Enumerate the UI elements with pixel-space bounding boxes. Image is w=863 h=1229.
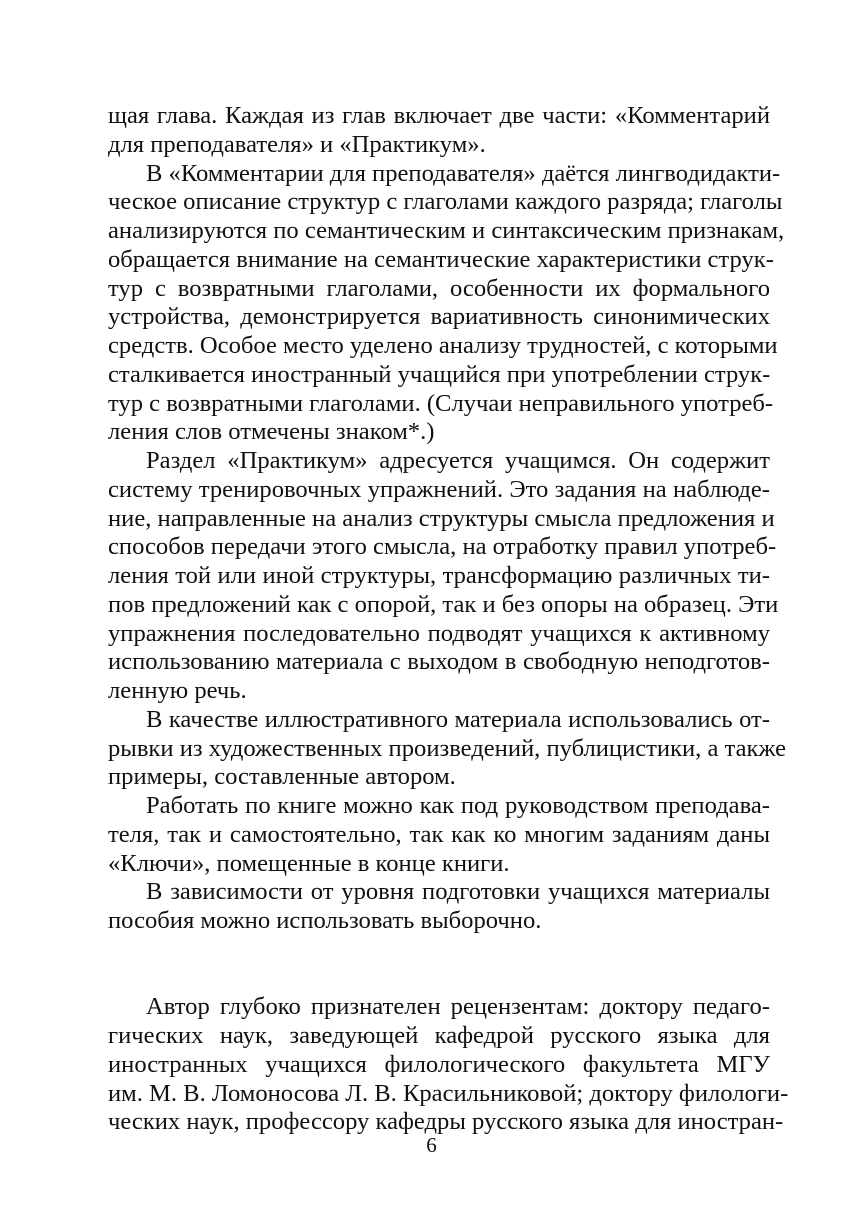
text-line: ческое описание структур с глаголами каждого разряда; глаголы [108, 188, 783, 216]
paragraph-commentary [108, 159, 785, 448]
text-line: примеры, составленные автором. [108, 763, 456, 791]
text-line: В «Комментарии для преподавателя» даётся лингводидакти- [146, 159, 781, 187]
text-line: для преподавателя» и «Практикум». [108, 130, 486, 158]
text-line: обращается внимание на семантические характеристики струк- [108, 245, 774, 273]
text-line: использованию материала с выходом в свободную неподготов- [108, 648, 770, 676]
text-line: способов передачи этого смысла, на отработку правил употреб- [108, 533, 777, 561]
text-line: упражнения последовательно подводят учащихся к активному [108, 619, 770, 647]
text-line: гических наук, заведующей кафедрой русского языка для [108, 1022, 770, 1049]
paragraph-working-with-book [108, 792, 770, 878]
text-line: систему тренировочных упражнений. Это задания на наблюде- [108, 475, 770, 503]
text-line: «Ключи», помещенные в конце книги. [108, 849, 510, 877]
page-number: 6 [426, 1133, 437, 1157]
paragraph-gap [108, 936, 770, 994]
text-line: тур с возвратными глаголами. (Случаи неправильного употреб- [108, 389, 774, 417]
text-line: В качестве иллюстративного материала использовались от- [146, 705, 770, 733]
text-line: Работать по книге можно как под руководством преподава- [146, 792, 770, 819]
text-line: рывки из художественных произведений, публицистики, а также [108, 734, 787, 762]
text-line: В зависимости от уровня подготовки учащихся материалы [146, 878, 770, 906]
text-line: ческих наук, профессору кафедры русского языка для иностран- [108, 1108, 784, 1136]
text-line: Автор глубоко признателен рецензентам: доктору педаго- [146, 993, 770, 1021]
text-line: Раздел «Практикум» адресуется учащимся. Он содержит [146, 447, 770, 474]
text-line: им. М. В. Ломоносова Л. В. Красильниковой; доктору филологи- [108, 1079, 789, 1107]
text-line: щая глава. Каждая из глав включает две части: «Комментарий [108, 102, 770, 129]
text-line: сталкивается иностранный учащийся при употреблении струк- [108, 360, 771, 388]
text-line: иностранных учащихся филологического факультета МГУ [108, 1050, 770, 1078]
paragraph-illustrative-material [108, 705, 787, 792]
paragraph-practicum [108, 447, 779, 706]
text-line: пособия можно использовать выборочно. [108, 907, 542, 934]
text-line: анализируются по семантическим и синтаксическим признакам, [108, 217, 785, 244]
text-line: ления той или иной структуры, трансформацию различных ти- [108, 562, 770, 589]
text-line: ления слов отмечены знаком*.) [108, 418, 435, 446]
text-line: средств. Особое место уделено анализу трудностей, с которыми [108, 332, 778, 359]
text-line: тур с возвратными глаголами, особенности их формального [108, 274, 770, 302]
text-line: ние, направленные на анализ структуры смысла предложения и [108, 504, 775, 532]
paragraph-selective-use [108, 878, 770, 936]
paragraph-continuation [108, 102, 770, 160]
text-line: теля, так и самостоятельно, так как ко многим заданиям даны [108, 820, 770, 848]
text-line: устройства, демонстрируется вариативность синонимических [108, 303, 770, 331]
text-line: ленную речь. [108, 677, 247, 704]
text-line: пов предложений как с опорой, так и без опоры на образец. Эти [108, 590, 779, 618]
paragraph-acknowledgements [108, 993, 789, 1137]
body-text [108, 102, 789, 1137]
